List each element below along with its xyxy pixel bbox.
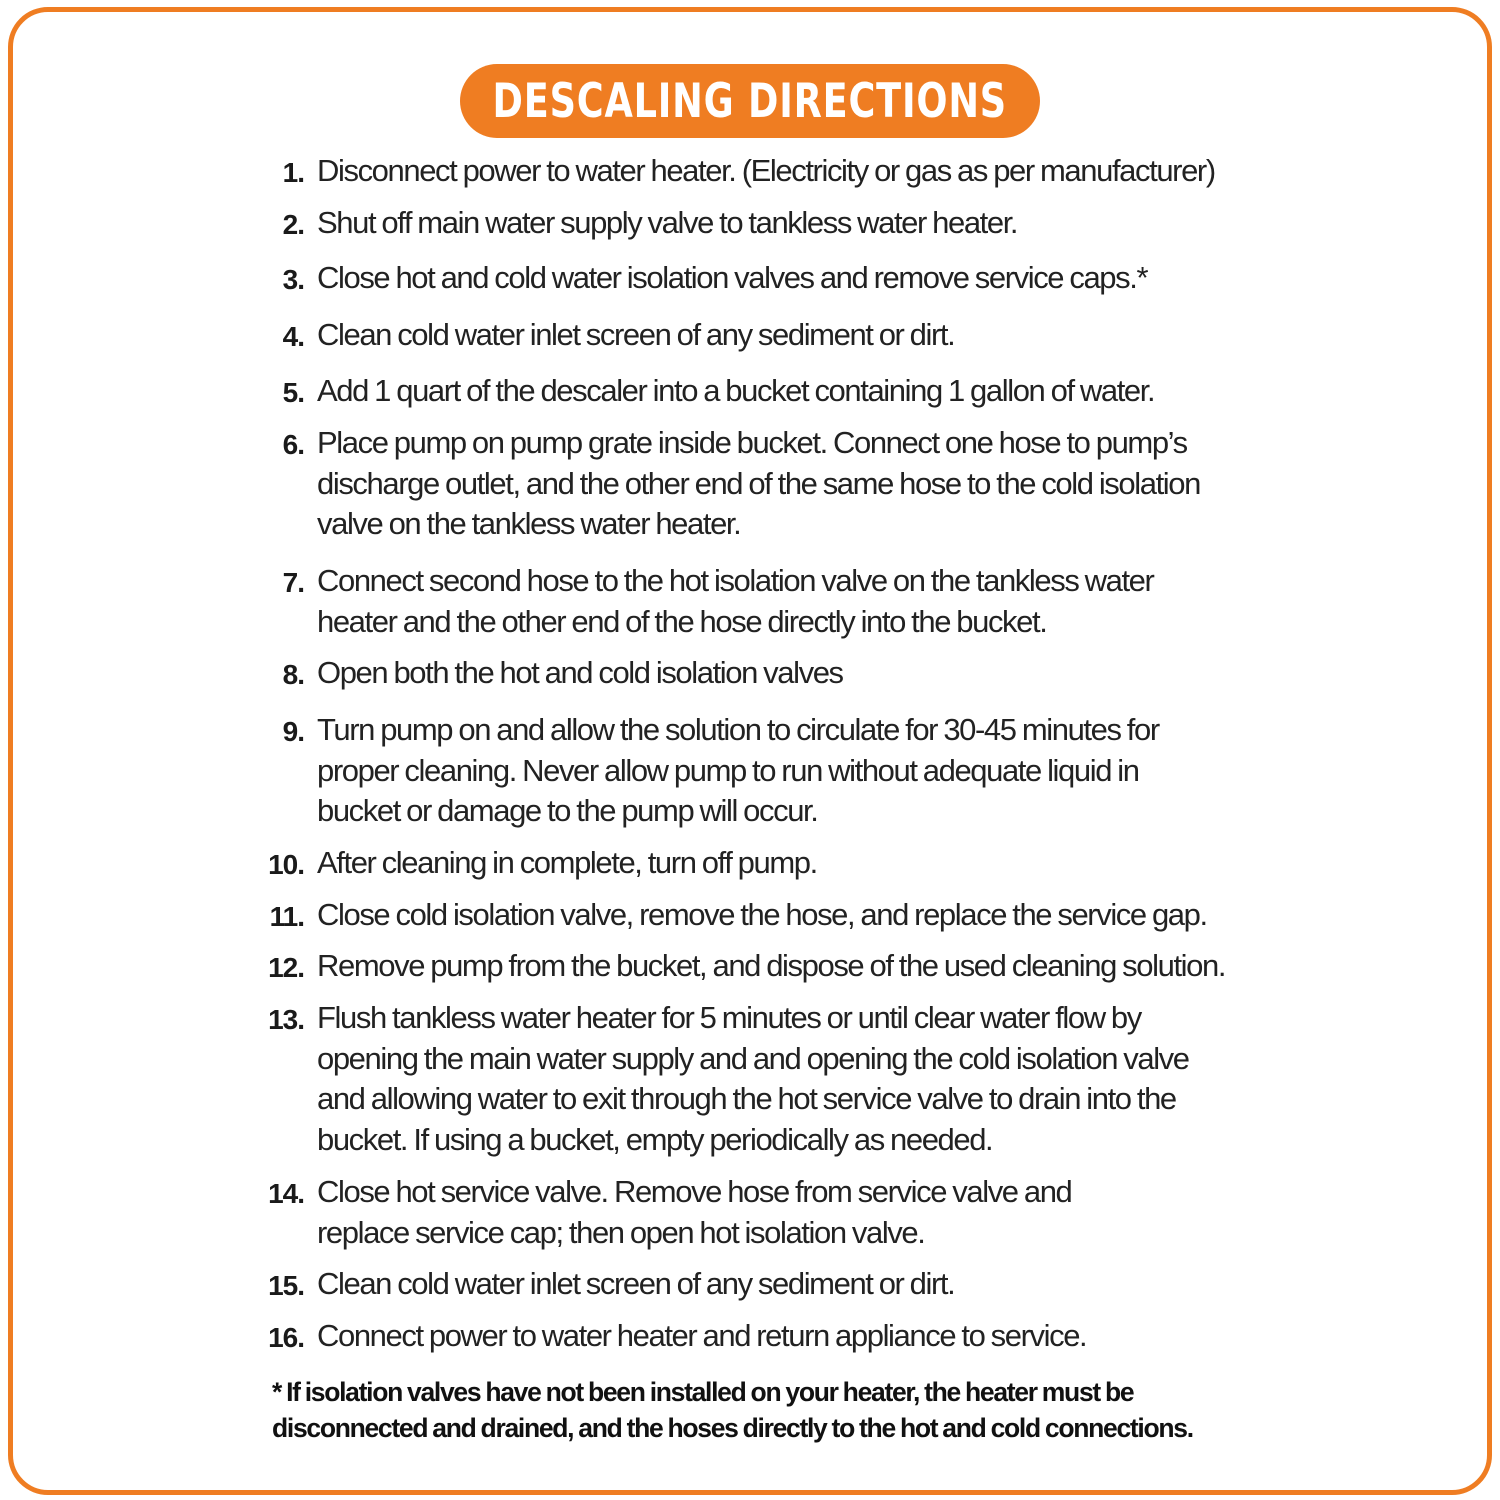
step-text: Close hot service valve. Remove hose from service valve and replace service cap; then open hot isolation valve. bbox=[317, 1174, 1072, 1250]
step-number: 2. bbox=[282, 209, 304, 240]
step-number: 9. bbox=[282, 716, 304, 747]
step-text: Connect second hose to the hot isolation valve on the tankless water heater and the other end of the hose directly into the bucket. bbox=[317, 563, 1154, 639]
step-text: After cleaning in complete, turn off pump. bbox=[317, 845, 817, 880]
step-text: Close cold isolation valve, remove the hose, and replace the service gap. bbox=[317, 897, 1207, 932]
step-text: Open both the hot and cold isolation valves bbox=[317, 655, 843, 690]
step-text: Close hot and cold water isolation valves and remove service caps.* bbox=[317, 260, 1148, 295]
step-number: 11. bbox=[269, 901, 304, 932]
step-text: Clean cold water inlet screen of any sediment or dirt. bbox=[317, 317, 955, 352]
page-title: DESCALING DIRECTIONS bbox=[492, 73, 1008, 129]
step-number: 15. bbox=[268, 1270, 304, 1301]
step-text: Shut off main water supply valve to tankless water heater. bbox=[317, 205, 1018, 240]
step-number: 12. bbox=[268, 952, 304, 983]
step-number: 5. bbox=[282, 377, 304, 408]
footnote: * If isolation valves have not been installed on your heater, the heater must be disconnected and drained, and the hoses directly to the hot and cold connections. bbox=[272, 1377, 1193, 1443]
step-number: 8. bbox=[282, 659, 304, 690]
step-number: 14. bbox=[268, 1178, 304, 1209]
step-number: 4. bbox=[282, 321, 304, 352]
step-text: Place pump on pump grate inside bucket. Connect one hose to pump’s discharge outlet, and the other end of the same hose to the cold isolation valve on the tankless water heater. bbox=[317, 425, 1200, 541]
step-number: 7. bbox=[282, 567, 304, 598]
step-number: 10. bbox=[268, 849, 304, 880]
step-number: 6. bbox=[282, 429, 304, 460]
step-text: Flush tankless water heater for 5 minutes or until clear water flow by opening the main water supply and and opening the cold isolation valve and allowing water to exit through the hot service valve to drain into the bucket. If using a bucket, empty periodically as needed. bbox=[317, 1000, 1189, 1157]
step-number: 1. bbox=[282, 157, 304, 188]
step-text: Connect power to water heater and return appliance to service. bbox=[317, 1318, 1087, 1353]
step-text: Turn pump on and allow the solution to circulate for 30-45 minutes for proper cleaning. Never allow pump to run without adequate liquid in bucket or damage to the pump will occur. bbox=[317, 712, 1159, 828]
step-number: 13. bbox=[268, 1004, 304, 1035]
step-number: 16. bbox=[268, 1322, 304, 1353]
step-number: 3. bbox=[282, 264, 304, 295]
step-text: Clean cold water inlet screen of any sediment or dirt. bbox=[317, 1266, 955, 1301]
step-text: Add 1 quart of the descaler into a bucket containing 1 gallon of water. bbox=[317, 373, 1155, 408]
step-text: Disconnect power to water heater. (Electricity or gas as per manufacturer) bbox=[317, 153, 1215, 188]
step-text: Remove pump from the bucket, and dispose of the used cleaning solution. bbox=[317, 948, 1226, 983]
